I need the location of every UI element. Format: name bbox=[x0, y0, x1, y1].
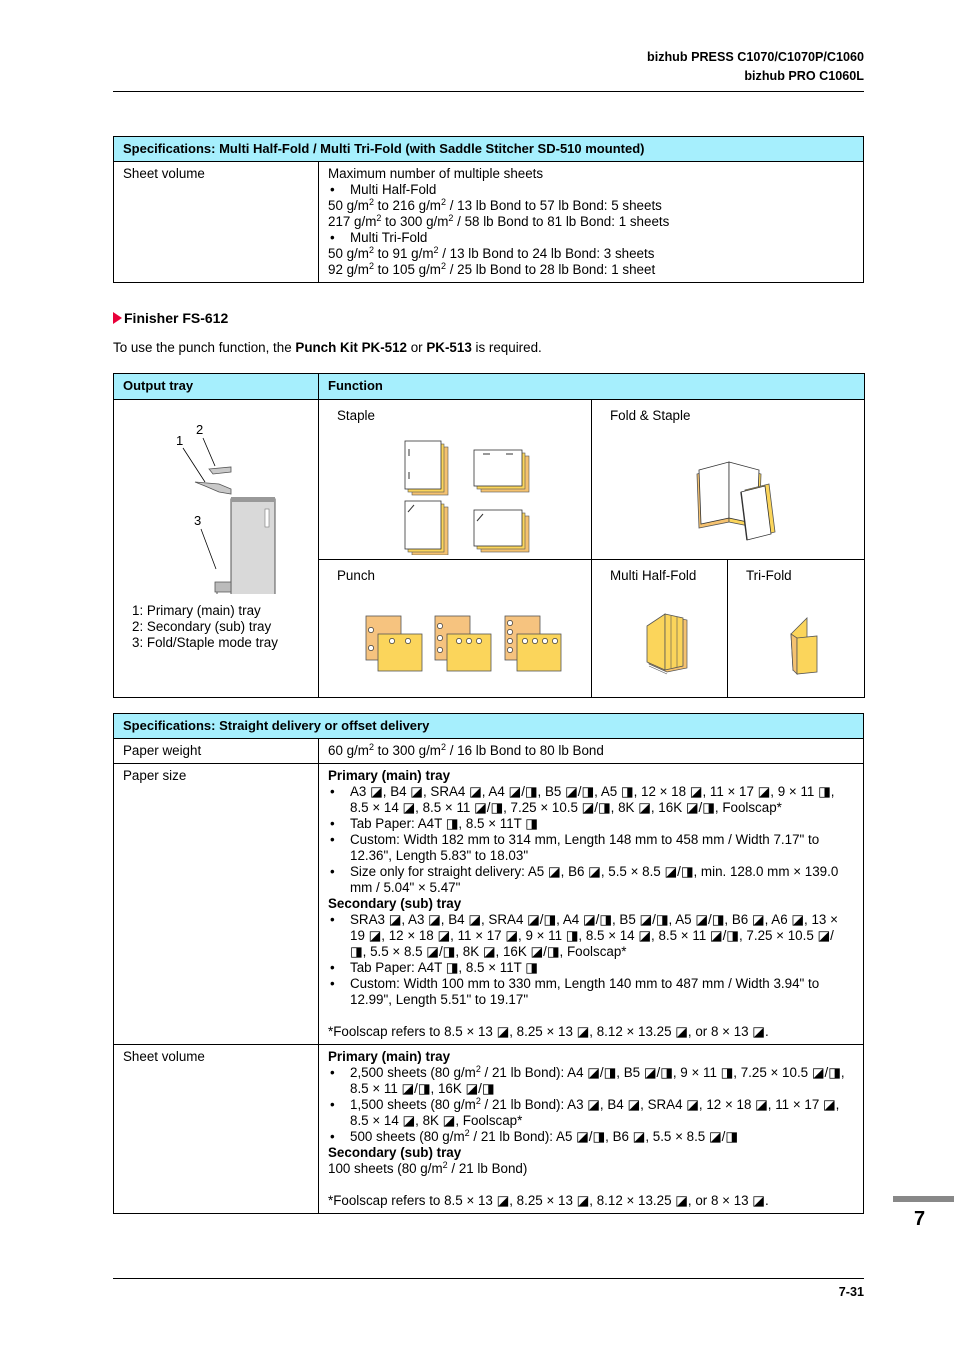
staple-cell bbox=[319, 400, 592, 560]
fold-staple-cell bbox=[592, 400, 865, 560]
multi-fold-spec-title: Specifications: Multi Half-Fold / Multi Tri-Fold (with Saddle Stitcher SD-510 mounted) bbox=[114, 137, 864, 162]
punch-cell bbox=[319, 560, 592, 698]
list-item: • Custom: Width 100 mm to 330 mm, Length 140 mm to 487 mm / Width 3.94" to 12.99", Length 5.51" to 19.17" bbox=[328, 976, 849, 1008]
sheet-volume-value bbox=[319, 162, 864, 283]
punch-kit-alt: PK-513 bbox=[426, 340, 472, 355]
list-item: • Tab Paper: A4T ◨, 8.5 × 11T ◨ bbox=[328, 960, 849, 976]
legend-secondary: 2: Secondary (sub) tray bbox=[132, 619, 272, 634]
sheet-volume-value-2 bbox=[319, 1045, 864, 1214]
foolscap-footnote-2: *Foolscap refers to 8.5 × 13 ◪, 8.25 × 13 ◪, 8.12 × 13.25 ◪, or 8 × 13 ◪. bbox=[328, 1193, 769, 1208]
primary-tray-list bbox=[328, 784, 849, 896]
list-item: • A3 ◪, B4 ◪, SRA4 ◪, A4 ◪/◨, B5 ◪/◨, A5 ◨, 12 × 18 ◪, 11 × 17 ◪, 9 × 11 ◨, 8.5 × 14 ◪, 8.5 × 11 ◪/◨, 7.25 × 10.5 ◪/◨, 8K ◪, 16K ◪/◨, Foolscap* bbox=[328, 784, 849, 816]
list-item: • 1,500 sheets (80 $g/m^2 / 21$ lb Bond): A3 ◪, B4 ◪, SRA4 ◪, 12 × 18 ◪, 11 × 17 ◪, 8.5 × 14 ◪, 8K ◪, Foolscap* bbox=[328, 1097, 849, 1129]
half-fold-bullet: • Multi Half-Fold bbox=[328, 182, 854, 198]
delivery-spec-title: Specifications: Straight delivery or offset delivery bbox=[114, 714, 864, 739]
function-header: Function bbox=[319, 374, 865, 400]
punch-three-hole bbox=[435, 616, 491, 671]
section-title: Finisher FS-612 bbox=[113, 310, 228, 326]
staple-corner-horizontal bbox=[474, 450, 529, 492]
document-header bbox=[647, 48, 864, 86]
legend-fold-staple: 3: Fold/Staple mode tray bbox=[132, 635, 278, 650]
output-tray-header: Output tray bbox=[114, 374, 319, 400]
sv-secondary-value: 100 sheets (80 $g/m^2 / 21$ lb Bond) bbox=[328, 1160, 528, 1176]
tri-fold-label: Tri-Fold bbox=[746, 568, 792, 583]
sv-secondary-heading: Secondary (sub) tray bbox=[328, 1145, 462, 1160]
footer-rule bbox=[113, 1278, 864, 1279]
staple-corner-vertical bbox=[405, 441, 448, 495]
sheet-volume-label-2: Sheet volume bbox=[114, 1045, 319, 1214]
list-item: • Size only for straight delivery: A5 ◪, B6 ◪, 5.5 × 8.5 ◪/◨, min. 128.0 mm × 139.0 mm / 5.04" × 5.47" bbox=[328, 864, 849, 896]
header-product-line-2: bizhub PRO C1060L bbox=[744, 69, 864, 83]
punch-two-hole bbox=[366, 616, 422, 671]
staple-label: Staple bbox=[337, 408, 375, 423]
header-rule bbox=[113, 91, 864, 92]
finisher-function-table bbox=[113, 373, 865, 698]
tri-fold-bullet: • Multi Tri-Fold bbox=[328, 230, 854, 246]
tri-fold-line-2: 92 $g/m^2$ to 105 $g/m^2 / 25$ lb Bond to 28 lb Bond: 1 sheet bbox=[328, 261, 656, 277]
sheet-volume-intro: Maximum number of multiple sheets bbox=[328, 166, 544, 181]
callout-3: 3 bbox=[194, 513, 202, 528]
sv-primary-list bbox=[328, 1065, 849, 1145]
legend-primary: 1: Primary (main) tray bbox=[132, 603, 261, 618]
header-product-line-1: bizhub PRESS C1070/C1070P/C1060 bbox=[647, 50, 864, 64]
list-item: • 500 sheets (80 $g/m^2 / 21$ lb Bond): A5 ◪/◨, B6 ◪, 5.5 × 8.5 ◪/◨ bbox=[328, 1129, 849, 1145]
list-item: • Tab Paper: A4T ◨, 8.5 × 11T ◨ bbox=[328, 816, 849, 832]
callout-2: 2 bbox=[196, 422, 204, 437]
staple-diagonal-vertical bbox=[405, 501, 448, 555]
staple-diagonal-horizontal bbox=[474, 510, 529, 552]
chapter-number: 7 bbox=[914, 1208, 926, 1230]
list-item: • 2,500 sheets (80 $g/m^2 / 21$ lb Bond): A4 ◪/◨, B5 ◪/◨, 9 × 11 ◨, 7.25 × 10.5 ◪/◨, 8.5 × 11 ◪/◨, 16K ◪/◨ bbox=[328, 1065, 849, 1097]
half-fold-line-1: 50 $g/m^2$ to 216 $g/m^2 / 13$ lb Bond to 57 lb Bond: 5 sheets bbox=[328, 197, 662, 213]
callout-1: 1 bbox=[176, 433, 184, 448]
delivery-spec-table bbox=[113, 713, 864, 1214]
page-number: 7-31 bbox=[838, 1285, 864, 1299]
tri-fold-line-1: 50 $g/m^2$ to 91 $g/m^2 / 13$ lb Bond to 24 lb Bond: 3 sheets bbox=[328, 245, 655, 261]
fold-staple-illustration bbox=[601, 404, 873, 555]
paper-size-value bbox=[319, 764, 864, 1045]
section-intro: To use the punch function, the Punch Kit PK-512 or PK-513 is required. bbox=[113, 340, 542, 355]
sv-primary-heading: Primary (main) tray bbox=[328, 1049, 451, 1064]
punch-four-hole bbox=[505, 616, 561, 671]
punch-kit-link: Punch Kit PK-512 bbox=[295, 340, 408, 355]
output-tray-cell bbox=[114, 400, 319, 698]
multi-half-fold-cell bbox=[592, 560, 728, 698]
primary-tray-heading: Primary (main) tray bbox=[328, 768, 451, 783]
punch-label: Punch bbox=[337, 568, 375, 583]
output-tray-legend bbox=[132, 603, 278, 651]
list-item: • SRA3 ◪, A3 ◪, B4 ◪, SRA4 ◪/◨, A4 ◪/◨, B5 ◪/◨, A5 ◪/◨, B6 ◪, A6 ◪, 13 × 19 ◪, 12 × 18 ◪, 11 × 17 ◪, 9 × 11 ◨, 8.5 × 14 ◪, 8.5 × 11 ◪/◨, 7.25 × 10.5 ◪/◨, 5.5 × 8.5 ◪/◨, 8K ◪, 16K ◪/◨, Foolscap* bbox=[328, 912, 849, 960]
section-arrow-icon bbox=[113, 312, 122, 324]
paper-size-label: Paper size bbox=[114, 764, 319, 1045]
staple-illustration bbox=[328, 404, 600, 555]
paper-weight-value: 60 $g/m^2$ to 300 $g/m^2 / 16$ lb Bond to 80 lb Bond bbox=[319, 739, 864, 764]
multi-half-fold-label: Multi Half-Fold bbox=[610, 568, 697, 583]
tri-fold-cell bbox=[728, 560, 865, 698]
finisher-illustration bbox=[123, 404, 327, 594]
foolscap-footnote: *Foolscap refers to 8.5 × 13 ◪, 8.25 × 13 ◪, 8.12 × 13.25 ◪, or 8 × 13 ◪. bbox=[328, 1024, 769, 1039]
multi-fold-spec-table bbox=[113, 136, 864, 283]
secondary-tray-heading: Secondary (sub) tray bbox=[328, 896, 462, 911]
paper-weight-label: Paper weight bbox=[114, 739, 319, 764]
secondary-tray-list bbox=[328, 912, 849, 1008]
fold-staple-label: Fold & Staple bbox=[610, 408, 691, 423]
half-fold-line-2: 217 $g/m^2$ to 300 $g/m^2 / 58$ lb Bond to 81 lb Bond: 1 sheets bbox=[328, 213, 670, 229]
chapter-tab-bar bbox=[893, 1196, 954, 1202]
list-item: • Custom: Width 182 mm to 314 mm, Length 148 mm to 458 mm / Width 7.17" to 12.36", Length 5.83" to 18.03" bbox=[328, 832, 849, 864]
sheet-volume-label: Sheet volume bbox=[114, 162, 319, 283]
